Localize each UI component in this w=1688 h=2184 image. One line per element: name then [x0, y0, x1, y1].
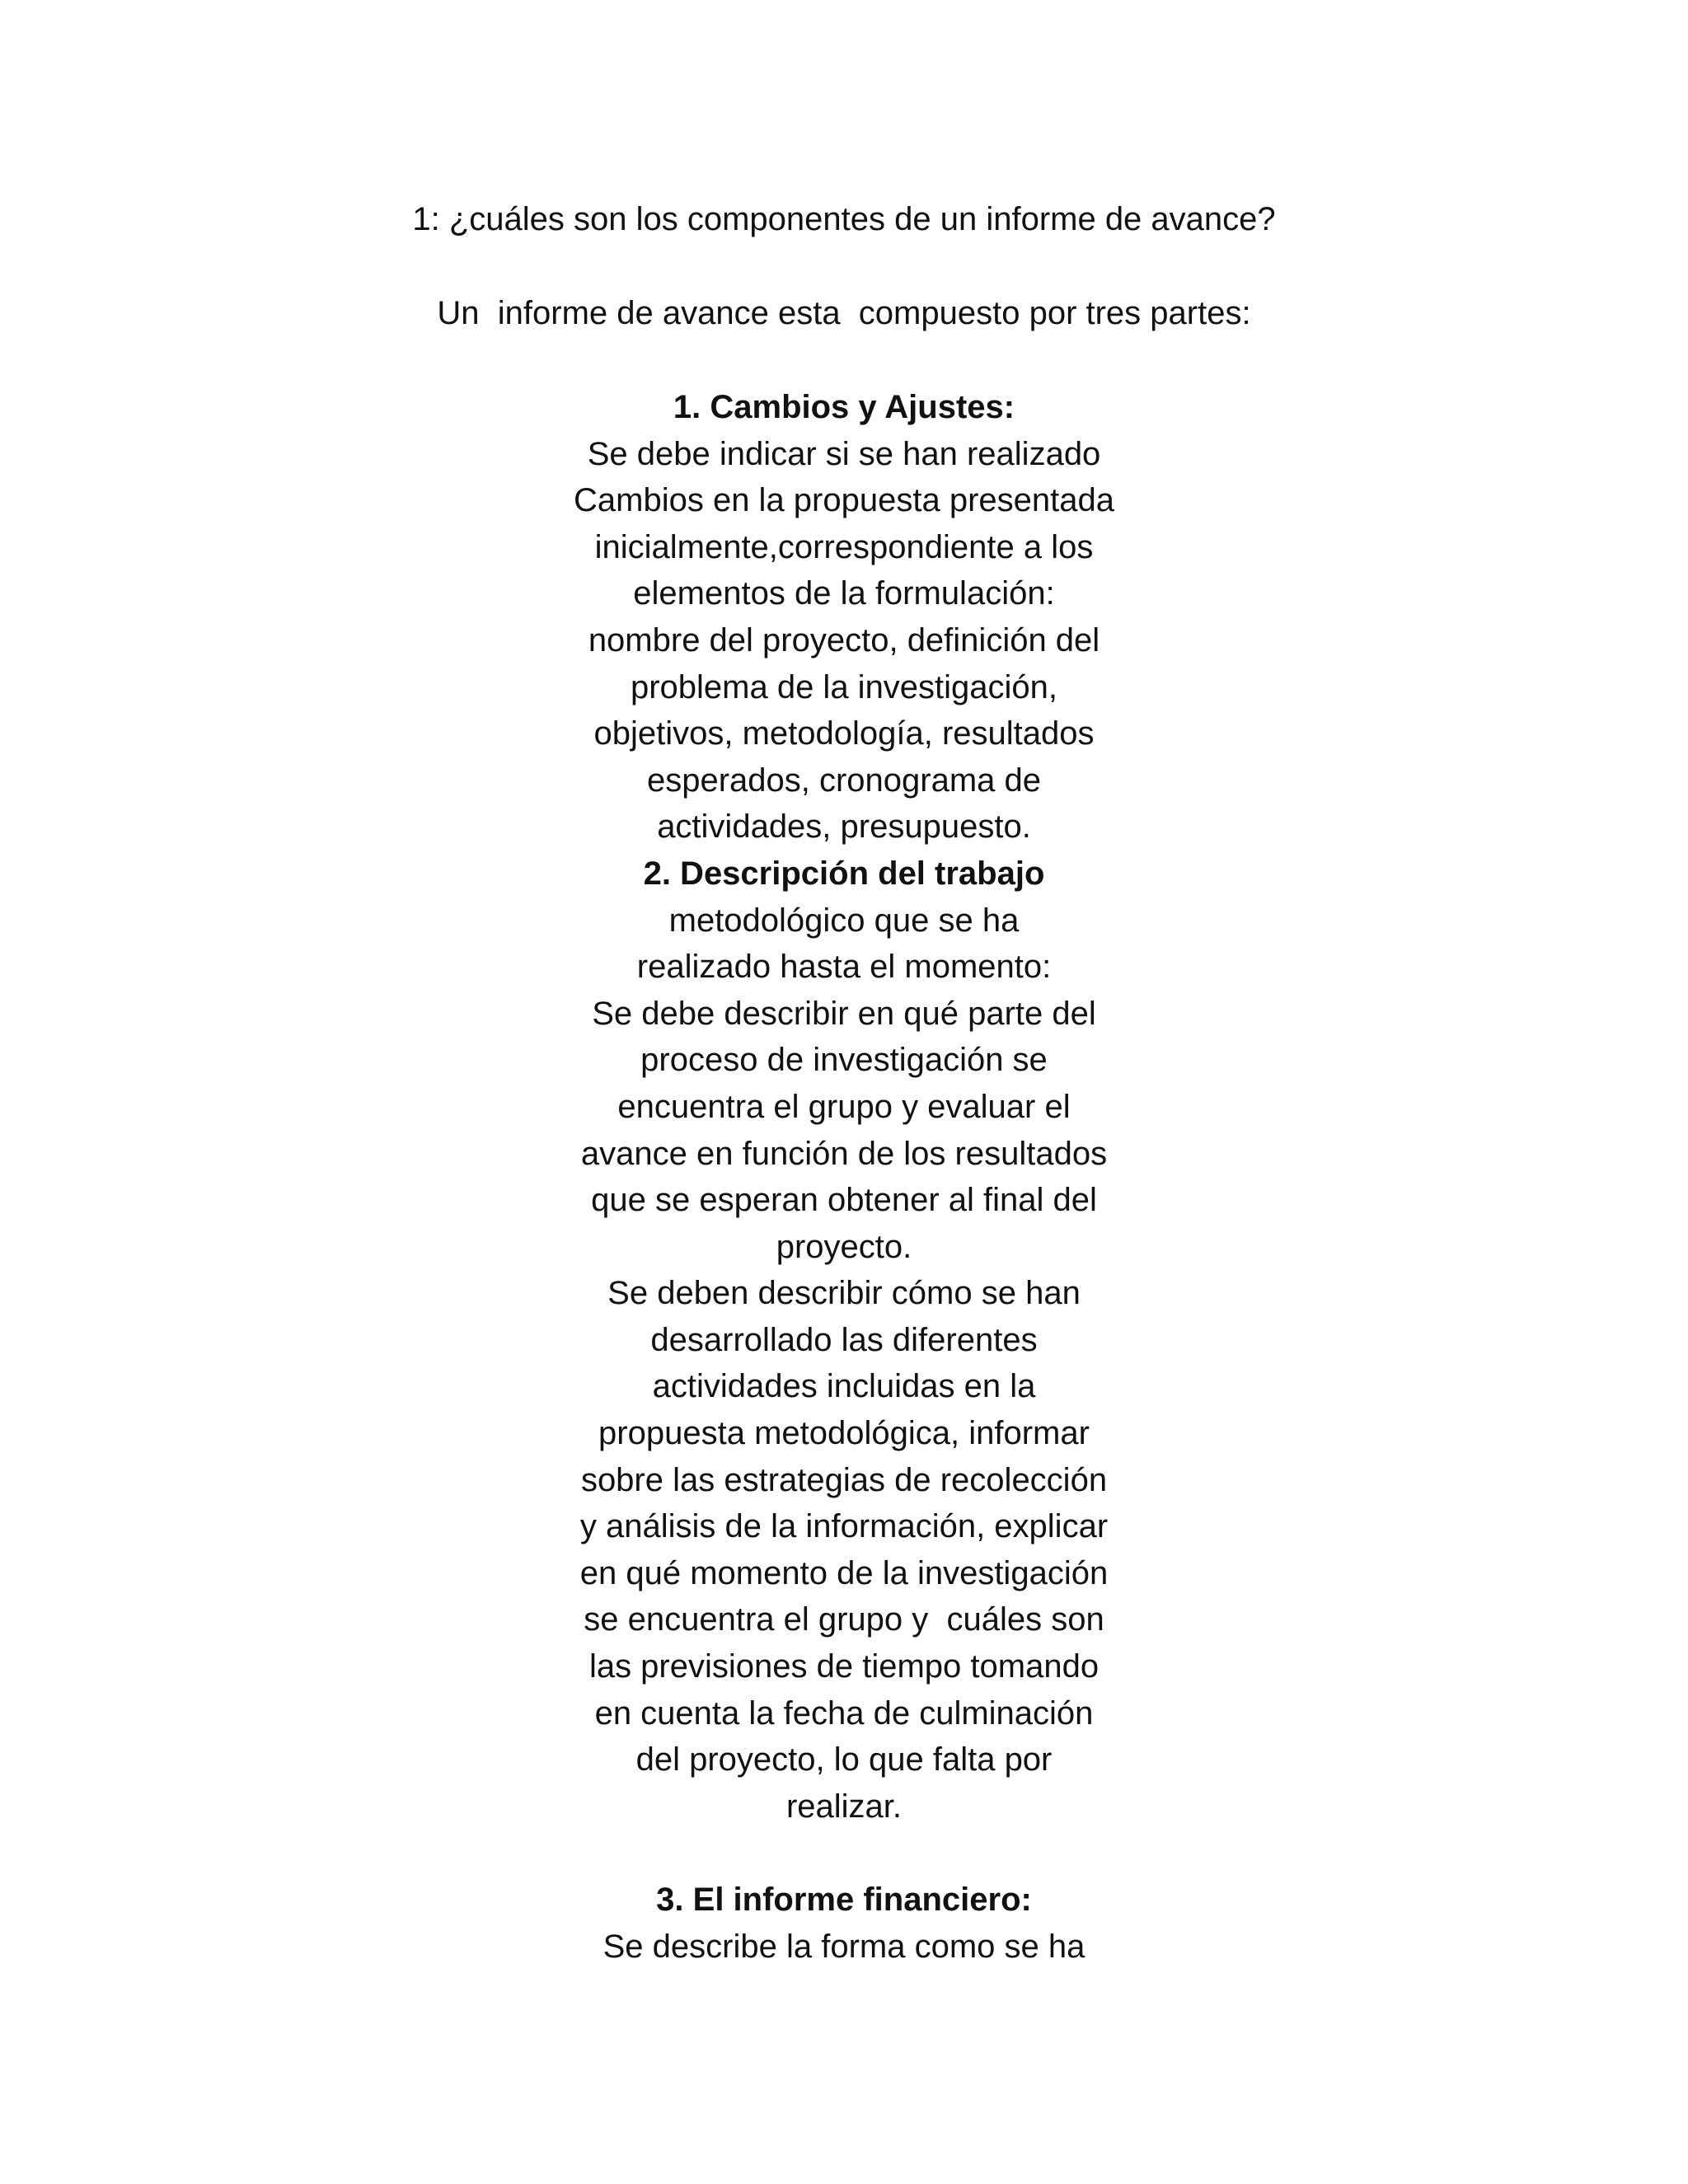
- section-1-line: inicialmente,correspondiente a los: [594, 528, 1094, 565]
- section-2-line: propuesta metodológica, informar: [598, 1415, 1090, 1452]
- section-2-line: proyecto.: [776, 1228, 912, 1265]
- section-2-line: proceso de investigación se: [640, 1042, 1048, 1079]
- section-1-line: Cambios en la propuesta presentada: [574, 482, 1114, 519]
- section-1-line: actividades, presupuesto.: [657, 808, 1031, 846]
- section-1-line: nombre del proyecto, definición del: [588, 621, 1100, 658]
- intro-text: Un informe de avance esta compuesto por tres partes:: [437, 295, 1251, 331]
- section-1-line: objetivos, metodología, resultados: [593, 715, 1095, 752]
- section-1-line: problema de la investigación,: [630, 668, 1058, 705]
- section-2-line: en cuenta la fecha de culminación: [594, 1694, 1094, 1732]
- section-2-line: avance en función de los resultados: [580, 1135, 1108, 1172]
- section-2-heading: 2. Descripción del trabajo: [643, 855, 1045, 892]
- section-2-subheading-line: metodológico que se ha: [668, 902, 1020, 939]
- section-1-heading: 1. Cambios y Ajustes:: [673, 389, 1015, 425]
- section-3-line: Se describe la forma como se ha: [603, 1928, 1085, 1965]
- section-2-line: se encuentra el grupo y cuáles son: [584, 1601, 1104, 1638]
- section-2-line: Se deben describir cómo se han: [607, 1275, 1081, 1312]
- section-2-line: en qué momento de la investigación: [579, 1554, 1109, 1591]
- paragraph-spacer: [0, 1830, 1688, 1877]
- section-2-line: actividades incluidas en la: [652, 1368, 1036, 1405]
- section-2-line: del proyecto, lo que falta por: [635, 1741, 1053, 1779]
- section-2-line: sobre las estrategias de recolección: [580, 1461, 1108, 1498]
- section-2-line: y análisis de la información, explicar: [579, 1508, 1109, 1545]
- section-2-line: que se esperan obtener al final del: [591, 1182, 1097, 1219]
- section-2-line: Se debe describir en qué parte del: [592, 995, 1096, 1032]
- section-2-line: desarrollado las diferentes: [650, 1321, 1038, 1358]
- question-heading: 1: ¿cuáles son los componentes de un informe de avance?: [412, 201, 1276, 237]
- section-2-line: realizar.: [785, 1788, 903, 1825]
- section-2-line: encuentra el grupo y evaluar el: [617, 1088, 1071, 1125]
- section-1-line: Se debe indicar si se han realizado: [587, 435, 1101, 472]
- section-1-line: esperados, cronograma de: [646, 762, 1042, 799]
- document-body: [0, 384, 1688, 1970]
- section-2-subheading-line: realizado hasta el momento:: [636, 949, 1052, 986]
- section-3-heading: 3. El informe financiero:: [656, 1882, 1032, 1918]
- section-2-line: las previsiones de tiempo tomando: [588, 1648, 1100, 1685]
- section-1-line: elementos de la formulación:: [633, 575, 1055, 612]
